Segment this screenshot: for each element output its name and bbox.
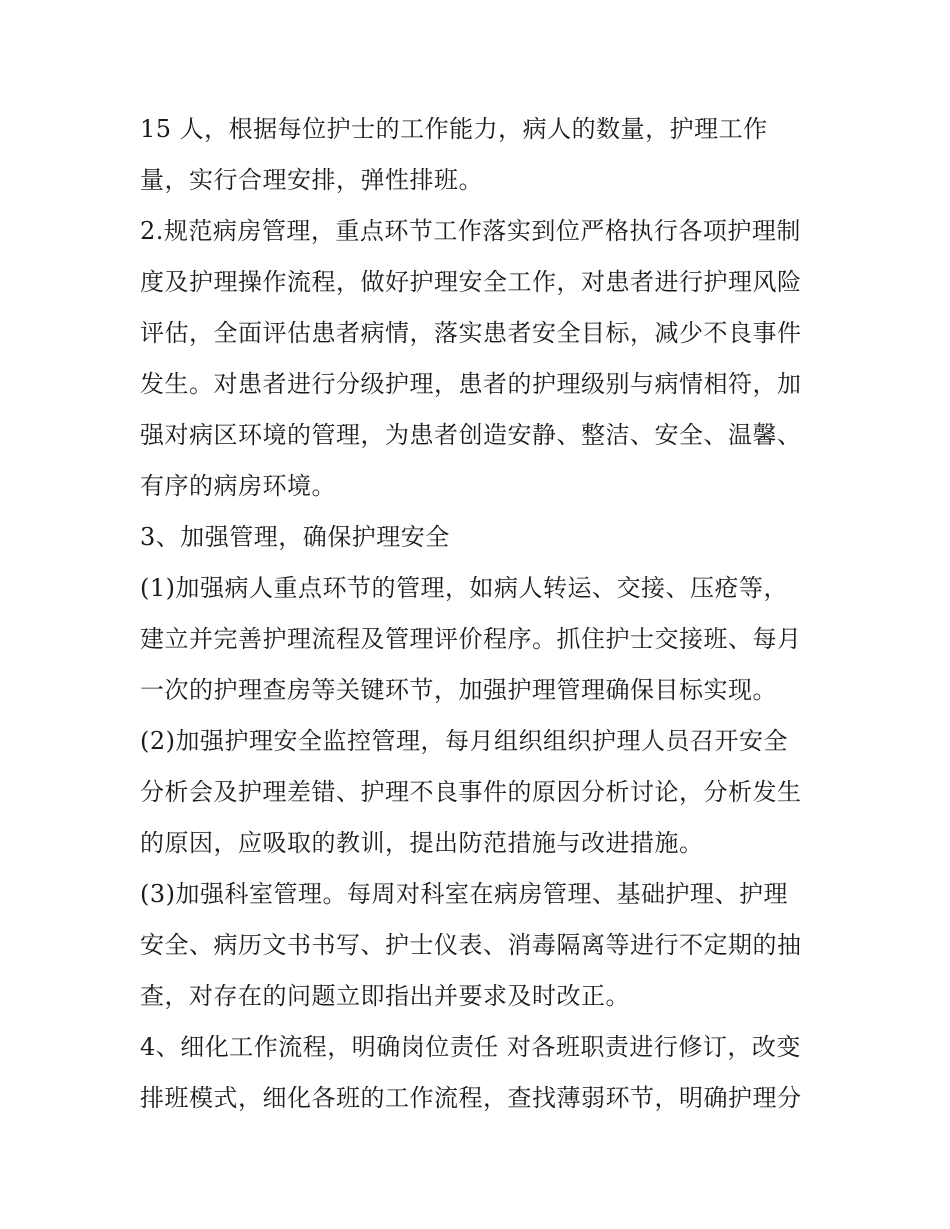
text-line: 有序的病房环境。 [140,472,336,500]
text-line: 建立并完善护理流程及管理评价程序。抓住护士交接班、每月 [140,625,802,653]
text-line: (3)加强科室管理。每周对科室在病房管理、基础护理、护理 [140,880,788,908]
text-line: 排班模式，细化各班的工作流程，查找薄弱环节，明确护理分 [140,1084,802,1112]
text-line: 2.规范病房管理，重点环节工作落实到位严格执行各项护理制 [140,217,801,245]
text-line: 度及护理操作流程，做好护理安全工作，对患者进行护理风险 [140,268,802,296]
section-heading: 3、加强管理，确保护理安全 [140,523,450,551]
text-line: (1)加强病人重点环节的管理，如病人转运、交接、压疮等， [140,574,788,602]
text-line: 安全、病历文书书写、护士仪表、消毒隔离等进行不定期的抽 [140,931,802,959]
text-line: 强对病区环境的管理，为患者创造安静、整洁、安全、温馨、 [140,421,802,449]
text-line: 分析会及护理差错、护理不良事件的原因分析讨论，分析发生 [140,778,802,806]
text-line: 评估，全面评估患者病情，落实患者安全目标，减少不良事件 [140,319,802,347]
text-line: 15 人，根据每位护士的工作能力，病人的数量，护理工作 [140,115,768,143]
text-line: 查，对存在的问题立即指出并要求及时改正。 [140,982,630,1010]
text-line: 4、细化工作流程，明确岗位责任 对各班职责进行修订，改变 [140,1033,801,1061]
text-line: 量，实行合理安排，弹性排班。 [140,166,483,194]
body-text [140,104,820,1124]
text-line: 的原因，应吸取的教训，提出防范措施与改进措施。 [140,829,704,857]
text-line: 一次的护理查房等关键环节，加强护理管理确保目标实现。 [140,676,777,704]
text-line: (2)加强护理安全监控管理，每月组织组织护理人员召开安全 [140,727,788,755]
text-line: 发生。对患者进行分级护理，患者的护理级别与病情相符，加 [140,370,802,398]
